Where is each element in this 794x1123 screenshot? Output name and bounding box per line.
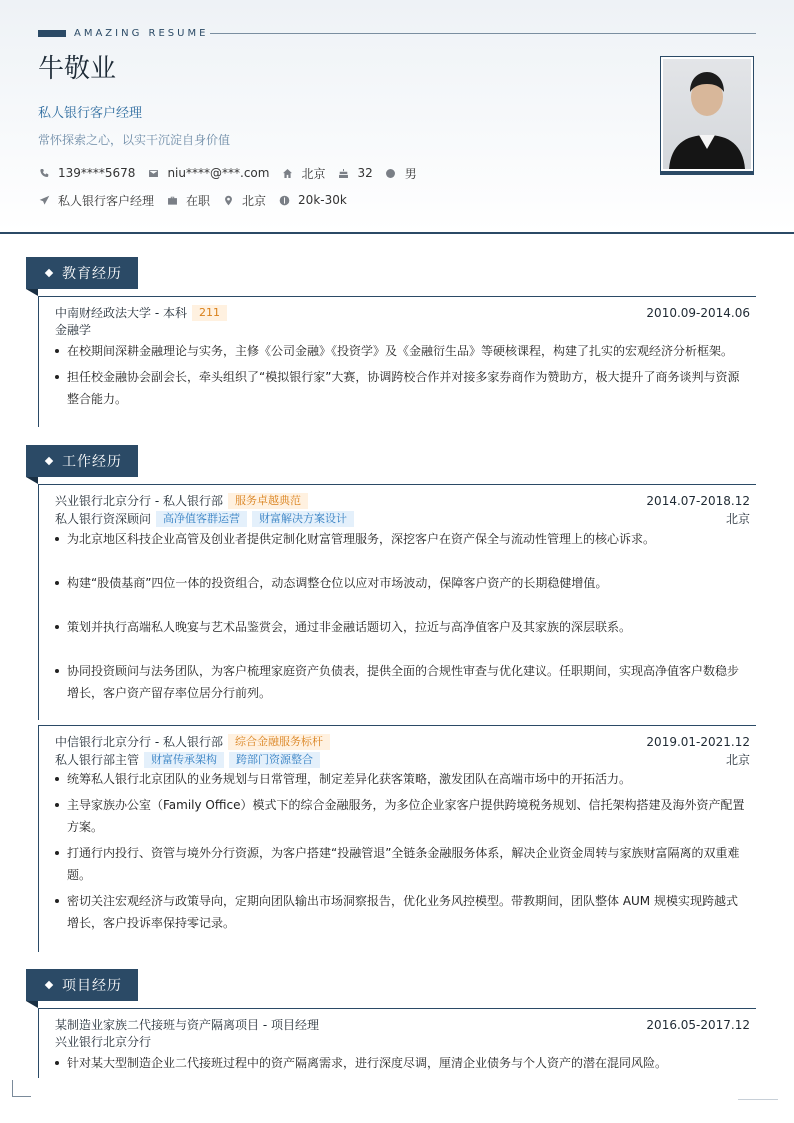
work-bullets [55, 528, 748, 704]
company-name: 兴业银行北京分行 - 私人银行部 [55, 494, 223, 508]
section-title-text: 工作经历 [62, 454, 122, 470]
brand-row [38, 27, 756, 41]
project-org-row [55, 1033, 750, 1051]
list-item: 在校期间深耕金融理论与实务，主修《公司金融》《投资学》及《金融衍生品》等硬核课程，构建了扎实的宏观经济分析框架。 [55, 340, 748, 362]
info-salary [278, 193, 347, 207]
skill-tag: 高净值客群运营 [156, 511, 247, 527]
skill-tag: 跨部门资源整合 [229, 752, 320, 768]
intent-city-text: 北京 [242, 193, 267, 208]
education-header [55, 304, 750, 322]
company-tag: 服务卓越典范 [228, 493, 308, 509]
section-title-work [26, 445, 138, 477]
brand-text: AMAZING RESUME [74, 28, 209, 39]
skill-tag: 财富传承架构 [144, 752, 224, 768]
list-item: 统筹私人银行北京团队的业务规划与日常管理，制定差异化获客策略，激发团队在高端市场中的开拓活力。 [55, 768, 748, 790]
briefcase-icon [166, 194, 178, 206]
list-item: 针对某大型制造企业二代接班过程中的资产隔离需求，进行深度尽调，厘清企业债务与个人资产的潜在混同风险。 [55, 1052, 748, 1074]
work-location: 北京 [725, 753, 750, 767]
list-item: 密切关注宏观经济与政策导向，定期向团队输出市场洞察报告，优化业务风控模型。带教期间，团队整体 AUM 规模实现跨越式增长，客户投诉率保持零记录。 [55, 890, 748, 934]
photo-underline [660, 172, 754, 175]
major-name: 金融学 [55, 323, 92, 337]
work-entry [38, 725, 756, 952]
project-bullets [55, 1052, 748, 1074]
brand-line [210, 33, 756, 34]
brand-bar [38, 30, 66, 37]
send-icon [38, 194, 50, 206]
list-item: 策划并执行高端私人晚宴与艺术品鉴赏会，通过非金融话题切入，拉近与高净值客户及其家族的深层联系。 [55, 616, 748, 638]
info-phone [38, 166, 135, 180]
company-tag: 综合金融服务标杆 [228, 734, 330, 750]
phone-text: 139****5678 [58, 166, 136, 180]
section-title-projects [26, 969, 138, 1001]
info-intent-position [38, 192, 154, 209]
work-position-row [55, 751, 750, 769]
diamond-icon [45, 457, 53, 465]
email-text: niu****@***.com [167, 166, 270, 180]
list-item: 担任校金融协会副会长，牵头组织了“模拟银行家”大赛，协调跨校合作并对接多家券商作为赞助方，极大提升了商务谈判与资源整合能力。 [55, 366, 748, 410]
project-date: 2016.05-2017.12 [646, 1018, 750, 1032]
project-entry [38, 1008, 756, 1078]
salary-text: 20k-30k [298, 193, 347, 207]
education-bullets [55, 340, 748, 410]
status-text: 在职 [186, 193, 211, 208]
cake-icon [337, 167, 349, 179]
candidate-job-title: 私人银行客户经理 [38, 106, 143, 121]
work-entry [38, 484, 756, 720]
work-header [55, 492, 750, 510]
info-city [281, 165, 325, 182]
position-name: 私人银行资深顾问 [55, 512, 152, 526]
education-major-row [55, 321, 750, 339]
section-title-education [26, 257, 138, 289]
contact-info-row [38, 164, 429, 182]
gender-text: 男 [404, 166, 417, 181]
work-header [55, 733, 750, 751]
candidate-photo [660, 56, 754, 172]
list-item: 构建“股债基商”四位一体的投资组合，动态调整仓位以应对市场波动，保障客户资产的长期稳健增值。 [55, 572, 748, 594]
info-age [337, 166, 372, 180]
diamond-icon [45, 981, 53, 989]
section-title-text: 项目经历 [62, 978, 122, 994]
project-org: 兴业银行北京分行 [55, 1035, 152, 1049]
list-item: 协同投资顾问与法务团队，为客户梳理家庭资产负债表，提供全面的合规性审查与优化建议。任职期间，实现高净值客户数稳步增长，客户资产留存率位居分行前列。 [55, 660, 748, 704]
mail-icon [147, 167, 159, 179]
gender-icon [385, 167, 397, 179]
info-status [166, 192, 210, 209]
skill-tag: 财富解决方案设计 [252, 511, 354, 527]
section-notch [26, 477, 38, 484]
location-pin-icon [222, 194, 234, 206]
page-corner-mark [12, 1080, 31, 1097]
person-silhouette-icon [663, 59, 751, 169]
section-title-text: 教育经历 [62, 266, 122, 282]
home-icon [281, 167, 293, 179]
education-entry [38, 296, 756, 427]
section-notch [26, 1001, 38, 1008]
candidate-name: 牛敬业 [38, 54, 117, 84]
info-email [147, 166, 269, 180]
phone-icon [38, 167, 50, 179]
company-name: 中信银行北京分行 - 私人银行部 [55, 735, 223, 749]
school-name: 中南财经政法大学 - 本科 [55, 306, 187, 320]
photo-placeholder [663, 59, 751, 169]
work-location: 北京 [725, 512, 750, 526]
candidate-motto: 常怀探索之心，以实干沉淀自身价值 [38, 133, 231, 147]
money-icon [278, 194, 290, 206]
work-date: 2019.01-2021.12 [646, 735, 750, 749]
info-intent-city [222, 192, 266, 209]
position-name: 私人银行部主管 [55, 753, 140, 767]
work-date: 2014.07-2018.12 [646, 494, 750, 508]
education-date: 2010.09-2014.06 [646, 306, 750, 320]
job-intent-row [38, 191, 359, 209]
city-text: 北京 [301, 166, 326, 181]
work-position-row [55, 510, 750, 528]
list-item: 主导家族办公室（Family Office）模式下的综合金融服务，为多位企业家客户提供跨境税务规划、信托架构搭建及海外资产配置方案。 [55, 794, 748, 838]
list-item: 打通行内投行、资管与境外分行资源，为客户搭建“投融管退”全链条金融服务体系，解决企业资金周转与家族财富隔离的双重难题。 [55, 842, 748, 886]
work-bullets [55, 768, 748, 934]
section-notch [26, 289, 38, 296]
page-corner-line [738, 1099, 778, 1100]
project-header [55, 1016, 750, 1034]
diamond-icon [45, 269, 53, 277]
list-item: 为北京地区科技企业高管及创业者提供定制化财富管理服务，深挖客户在资产保全与流动性管理上的核心诉求。 [55, 528, 748, 550]
project-name: 某制造业家族二代接班与资产隔离项目 - 项目经理 [55, 1018, 319, 1032]
age-text: 32 [357, 166, 373, 180]
intent-position-text: 私人银行客户经理 [58, 193, 155, 208]
school-tag: 211 [192, 305, 227, 321]
info-gender [385, 165, 417, 182]
